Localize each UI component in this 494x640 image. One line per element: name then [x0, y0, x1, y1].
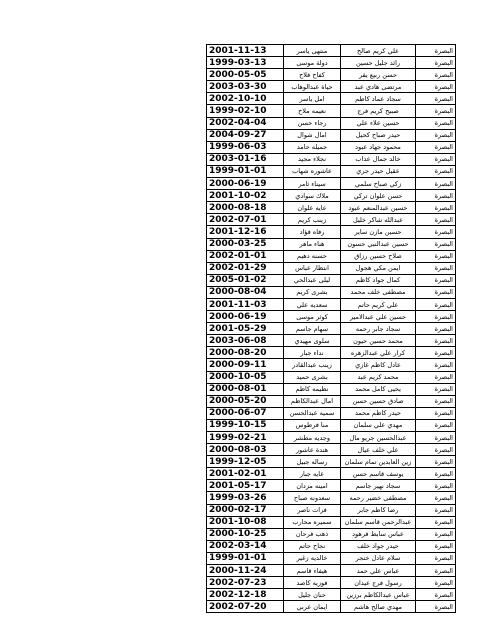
- mother-name-cell: وجديه مطشر: [284, 432, 341, 444]
- city-cell: البصرة: [416, 492, 456, 504]
- mother-name-cell: سميه عبدالحسن: [284, 407, 341, 419]
- student-name-cell: حسن ربيع يقر: [341, 69, 416, 81]
- mother-name-cell: منا فرطوس: [284, 419, 341, 431]
- city-cell: البصرة: [416, 323, 456, 335]
- mother-name-cell: ذهب فرحان: [284, 528, 341, 540]
- mother-name-cell: هيفاء قاسم: [284, 565, 341, 577]
- birth-date-cell: 2005-01-02: [207, 274, 284, 286]
- birth-date-cell: 2002-12-18: [207, 589, 284, 601]
- city-cell: البصرة: [416, 347, 456, 359]
- mother-name-cell: امينه مزدان: [284, 480, 341, 492]
- city-cell: البصرة: [416, 45, 456, 57]
- mother-name-cell: حسنه دهيم: [284, 250, 341, 262]
- student-name-cell: سجاد نهير جاسم: [341, 480, 416, 492]
- student-name-cell: حسين عبدالنبي حسون: [341, 238, 416, 250]
- student-name-cell: حسين علي عبدالامير: [341, 311, 416, 323]
- birth-date-cell: 1999-12-05: [207, 456, 284, 468]
- mother-name-cell: ليلى عبدالحي: [284, 274, 341, 286]
- table-row: [207, 589, 456, 601]
- student-name-cell: علي كريم صالح: [341, 45, 416, 57]
- mother-name-cell: نعيمه ملاح: [284, 105, 341, 117]
- table-row: [207, 81, 456, 93]
- birth-date-cell: 2001-02-01: [207, 468, 284, 480]
- student-name-cell: صادق حسين حسن: [341, 395, 416, 407]
- table-row: [207, 105, 456, 117]
- birth-date-cell: 2002-07-23: [207, 577, 284, 589]
- city-cell: البصرة: [416, 178, 456, 190]
- city-cell: البصرة: [416, 468, 456, 480]
- birth-date-cell: 2000-08-04: [207, 286, 284, 298]
- city-cell: البصرة: [416, 516, 456, 528]
- mother-name-cell: حياة عبدالوهاب: [284, 81, 341, 93]
- table-row: [207, 202, 456, 214]
- city-cell: البصرة: [416, 226, 456, 238]
- table-row: [207, 117, 456, 129]
- birth-date-cell: 2000-05-20: [207, 395, 284, 407]
- student-name-cell: ايمن مكي هجول: [341, 262, 416, 274]
- mother-name-cell: امل ياسر: [284, 93, 341, 105]
- table-row: [207, 577, 456, 589]
- table-row: [207, 57, 456, 69]
- birth-date-cell: 2002-04-04: [207, 117, 284, 129]
- mother-name-cell: بشرى حميد: [284, 371, 341, 383]
- city-cell: البصرة: [416, 335, 456, 347]
- table-row: [207, 190, 456, 202]
- birth-date-cell: 2002-01-01: [207, 250, 284, 262]
- table-row: [207, 298, 456, 310]
- city-cell: البصرة: [416, 359, 456, 371]
- mother-name-cell: خالديه زغير: [284, 552, 341, 564]
- birth-date-cell: 2003-03-30: [207, 81, 284, 93]
- birth-date-cell: 2000-06-19: [207, 311, 284, 323]
- student-name-cell: حيدر جواد خلف: [341, 540, 416, 552]
- mother-name-cell: زينب كريم: [284, 214, 341, 226]
- student-name-cell: كمال جواد كاظم: [341, 274, 416, 286]
- birth-date-cell: 2000-03-25: [207, 238, 284, 250]
- birth-date-cell: 2001-12-16: [207, 226, 284, 238]
- table-row: [207, 601, 456, 613]
- birth-date-cell: 1999-02-10: [207, 105, 284, 117]
- student-name-cell: عباس عبدالكاظم برزين: [341, 589, 416, 601]
- city-cell: البصرة: [416, 565, 456, 577]
- table-row: [207, 165, 456, 177]
- student-name-cell: مصطفى خلف محمد: [341, 286, 416, 298]
- birth-date-cell: 1999-03-26: [207, 492, 284, 504]
- table-row: [207, 456, 456, 468]
- student-name-cell: عباس علي حمد: [341, 565, 416, 577]
- table-row: [207, 480, 456, 492]
- birth-date-cell: 2000-08-20: [207, 347, 284, 359]
- city-cell: البصرة: [416, 528, 456, 540]
- table-row: [207, 323, 456, 335]
- birth-date-cell: 2004-09-27: [207, 129, 284, 141]
- table-row: [207, 407, 456, 419]
- mother-name-cell: عايه جبار: [284, 468, 341, 480]
- student-name-cell: حيدر كاظم محمد: [341, 407, 416, 419]
- table-row: [207, 274, 456, 286]
- mother-name-cell: سعدونه صباح: [284, 492, 341, 504]
- city-cell: البصرة: [416, 165, 456, 177]
- city-cell: البصرة: [416, 552, 456, 564]
- student-name-cell: يوسف قاسم حسن: [341, 468, 416, 480]
- table-row: [207, 432, 456, 444]
- student-name-cell: سلام عادل خنجر: [341, 552, 416, 564]
- student-name-cell: صبيح كريم فرج: [341, 105, 416, 117]
- student-name-cell: عبدالله شاكر خليل: [341, 214, 416, 226]
- city-cell: البصرة: [416, 419, 456, 431]
- mother-name-cell: عاشوره شهاب: [284, 165, 341, 177]
- student-name-cell: محمد كريم عبد: [341, 371, 416, 383]
- birth-date-cell: 2001-10-08: [207, 516, 284, 528]
- birth-date-cell: 2000-08-18: [207, 202, 284, 214]
- mother-name-cell: رجاء حسن: [284, 117, 341, 129]
- student-name-cell: محمد حسين حيون: [341, 335, 416, 347]
- mother-name-cell: امال عبدالكاظم: [284, 395, 341, 407]
- birth-date-cell: 2000-11-24: [207, 565, 284, 577]
- mother-name-cell: كوثر موسى: [284, 311, 341, 323]
- table-row: [207, 129, 456, 141]
- student-name-cell: يحيى كامل محمد: [341, 383, 416, 395]
- student-name-cell: سجاد جابر رحمه: [341, 323, 416, 335]
- table-row: [207, 516, 456, 528]
- mother-name-cell: حنان جليل: [284, 589, 341, 601]
- mother-name-cell: امال شوال: [284, 129, 341, 141]
- student-name-cell: محمود جهاد عبود: [341, 141, 416, 153]
- birth-date-cell: 2001-05-17: [207, 480, 284, 492]
- birth-date-cell: 1999-06-03: [207, 141, 284, 153]
- table-row: [207, 214, 456, 226]
- birth-date-cell: 1999-01-01: [207, 165, 284, 177]
- table-row: [207, 468, 456, 480]
- table-row: [207, 444, 456, 456]
- mother-name-cell: منتهى ياسر: [284, 45, 341, 57]
- table-row: [207, 419, 456, 431]
- mother-name-cell: رساله جبيل: [284, 456, 341, 468]
- table-row: [207, 141, 456, 153]
- student-name-cell: عقيل حيدر جري: [341, 165, 416, 177]
- city-cell: البصرة: [416, 105, 456, 117]
- city-cell: البصرة: [416, 202, 456, 214]
- table-row: [207, 552, 456, 564]
- city-cell: البصرة: [416, 81, 456, 93]
- city-cell: البصرة: [416, 432, 456, 444]
- mother-name-cell: سعديه علي: [284, 298, 341, 310]
- city-cell: البصرة: [416, 480, 456, 492]
- records-table: [206, 44, 456, 613]
- city-cell: البصرة: [416, 238, 456, 250]
- city-cell: البصرة: [416, 456, 456, 468]
- city-cell: البصرة: [416, 540, 456, 552]
- birth-date-cell: 2000-09-11: [207, 359, 284, 371]
- student-name-cell: علي خلف عيال: [341, 444, 416, 456]
- birth-date-cell: 2000-02-17: [207, 504, 284, 516]
- table-row: [207, 565, 456, 577]
- student-name-cell: حيدر صباح كحيل: [341, 129, 416, 141]
- table-row: [207, 335, 456, 347]
- mother-name-cell: كفاح فلاح: [284, 69, 341, 81]
- mother-name-cell: سهام جاسم: [284, 323, 341, 335]
- table-row: [207, 395, 456, 407]
- table-row: [207, 45, 456, 57]
- mother-name-cell: رفاه فؤاد: [284, 226, 341, 238]
- student-name-cell: حسين عبدالمنعم عبود: [341, 202, 416, 214]
- birth-date-cell: 1999-01-01: [207, 552, 284, 564]
- table-row: [207, 347, 456, 359]
- records-table-body: [207, 45, 456, 613]
- student-name-cell: كرار علي عبدالزهره: [341, 347, 416, 359]
- table-row: [207, 226, 456, 238]
- mother-name-cell: سلوى مهيدي: [284, 335, 341, 347]
- city-cell: البصرة: [416, 153, 456, 165]
- mother-name-cell: فرات ناصر: [284, 504, 341, 516]
- city-cell: البصرة: [416, 141, 456, 153]
- city-cell: البصرة: [416, 286, 456, 298]
- city-cell: البصرة: [416, 129, 456, 141]
- mother-name-cell: بشرى كريم: [284, 286, 341, 298]
- table-row: [207, 504, 456, 516]
- student-name-cell: خالد جمال عذاب: [341, 153, 416, 165]
- city-cell: البصرة: [416, 214, 456, 226]
- birth-date-cell: 2001-11-13: [207, 45, 284, 57]
- city-cell: البصرة: [416, 298, 456, 310]
- table-row: [207, 238, 456, 250]
- mother-name-cell: ايمان عربي: [284, 601, 341, 613]
- student-name-cell: سجاد عماد كاظم: [341, 93, 416, 105]
- birth-date-cell: 2000-06-07: [207, 407, 284, 419]
- mother-name-cell: نداء جبار: [284, 347, 341, 359]
- student-name-cell: حسين مازن ساير: [341, 226, 416, 238]
- student-name-cell: رائد جليل حسين: [341, 57, 416, 69]
- birth-date-cell: 2002-10-10: [207, 93, 284, 105]
- city-cell: البصرة: [416, 395, 456, 407]
- birth-date-cell: 2003-01-16: [207, 153, 284, 165]
- birth-date-cell: 2000-10-05: [207, 371, 284, 383]
- table-row: [207, 492, 456, 504]
- city-cell: البصرة: [416, 190, 456, 202]
- birth-date-cell: 2002-07-01: [207, 214, 284, 226]
- table-row: [207, 178, 456, 190]
- birth-date-cell: 2002-07-20: [207, 601, 284, 613]
- mother-name-cell: ملاك سوادي: [284, 190, 341, 202]
- student-name-cell: زين العابدين تمام سلمان: [341, 456, 416, 468]
- student-name-cell: حسن علوان تركي: [341, 190, 416, 202]
- mother-name-cell: انتظار عباس: [284, 262, 341, 274]
- birth-date-cell: 2000-05-05: [207, 69, 284, 81]
- mother-name-cell: نجاح حاتم: [284, 540, 341, 552]
- city-cell: البصرة: [416, 250, 456, 262]
- student-name-cell: رضا كاظم جابر: [341, 504, 416, 516]
- mother-name-cell: نظيمه كاظم: [284, 383, 341, 395]
- mother-name-cell: عايه علوان: [284, 202, 341, 214]
- birth-date-cell: 2000-10-25: [207, 528, 284, 540]
- mother-name-cell: دولة موسى: [284, 57, 341, 69]
- city-cell: البصرة: [416, 444, 456, 456]
- mother-name-cell: زينب عبدالقادر: [284, 359, 341, 371]
- student-name-cell: مهدي صالح هاشم: [341, 601, 416, 613]
- birth-date-cell: 2002-03-14: [207, 540, 284, 552]
- city-cell: البصرة: [416, 407, 456, 419]
- birth-date-cell: 2001-05-29: [207, 323, 284, 335]
- mother-name-cell: سيناء ثامر: [284, 178, 341, 190]
- city-cell: البصرة: [416, 601, 456, 613]
- student-name-cell: مرتضى هادي عبد: [341, 81, 416, 93]
- table-row: [207, 371, 456, 383]
- birth-date-cell: 2000-08-03: [207, 444, 284, 456]
- student-name-cell: عادل كاظم غازي: [341, 359, 416, 371]
- city-cell: البصرة: [416, 577, 456, 589]
- mother-name-cell: هناء ماهر: [284, 238, 341, 250]
- birth-date-cell: 1999-02-21: [207, 432, 284, 444]
- city-cell: البصرة: [416, 57, 456, 69]
- table-row: [207, 311, 456, 323]
- city-cell: البصرة: [416, 117, 456, 129]
- mother-name-cell: فوزيه كاصد: [284, 577, 341, 589]
- mother-name-cell: سميره محارب: [284, 516, 341, 528]
- city-cell: البصرة: [416, 262, 456, 274]
- birth-date-cell: 2000-06-19: [207, 178, 284, 190]
- table-row: [207, 93, 456, 105]
- birth-date-cell: 2001-11-03: [207, 298, 284, 310]
- city-cell: البصرة: [416, 311, 456, 323]
- city-cell: البصرة: [416, 69, 456, 81]
- table-row: [207, 359, 456, 371]
- student-name-cell: حسين علاء علي: [341, 117, 416, 129]
- student-name-cell: عباس سابط فرهود: [341, 528, 416, 540]
- birth-date-cell: 2001-10-02: [207, 190, 284, 202]
- student-name-cell: عبدالرحمن قاسم سلمان: [341, 516, 416, 528]
- table-row: [207, 540, 456, 552]
- city-cell: البصرة: [416, 274, 456, 286]
- student-name-cell: علي كريم حاتم: [341, 298, 416, 310]
- birth-date-cell: 2003-06-08: [207, 335, 284, 347]
- mother-name-cell: نجلاء مجيد: [284, 153, 341, 165]
- city-cell: البصرة: [416, 504, 456, 516]
- mother-name-cell: جميله حامد: [284, 141, 341, 153]
- table-row: [207, 286, 456, 298]
- student-name-cell: مهدي علي سلمان: [341, 419, 416, 431]
- birth-date-cell: 2002-01-29: [207, 262, 284, 274]
- birth-date-cell: 2000-08-01: [207, 383, 284, 395]
- student-name-cell: زكي صباح سلمي: [341, 178, 416, 190]
- table-row: [207, 250, 456, 262]
- birth-date-cell: 1999-10-15: [207, 419, 284, 431]
- table-row: [207, 69, 456, 81]
- table-row: [207, 383, 456, 395]
- student-name-cell: عبدالحسين جريو مال: [341, 432, 416, 444]
- table-row: [207, 153, 456, 165]
- student-name-cell: مصطفى خضير رحمه: [341, 492, 416, 504]
- table-row: [207, 262, 456, 274]
- city-cell: البصرة: [416, 93, 456, 105]
- birth-date-cell: 1999-03-13: [207, 57, 284, 69]
- mother-name-cell: هندة عاشور: [284, 444, 341, 456]
- table-row: [207, 528, 456, 540]
- city-cell: البصرة: [416, 371, 456, 383]
- city-cell: البصرة: [416, 383, 456, 395]
- student-name-cell: رسول فرج عيدان: [341, 577, 416, 589]
- student-name-cell: صلاح حسين رزاق: [341, 250, 416, 262]
- city-cell: البصرة: [416, 589, 456, 601]
